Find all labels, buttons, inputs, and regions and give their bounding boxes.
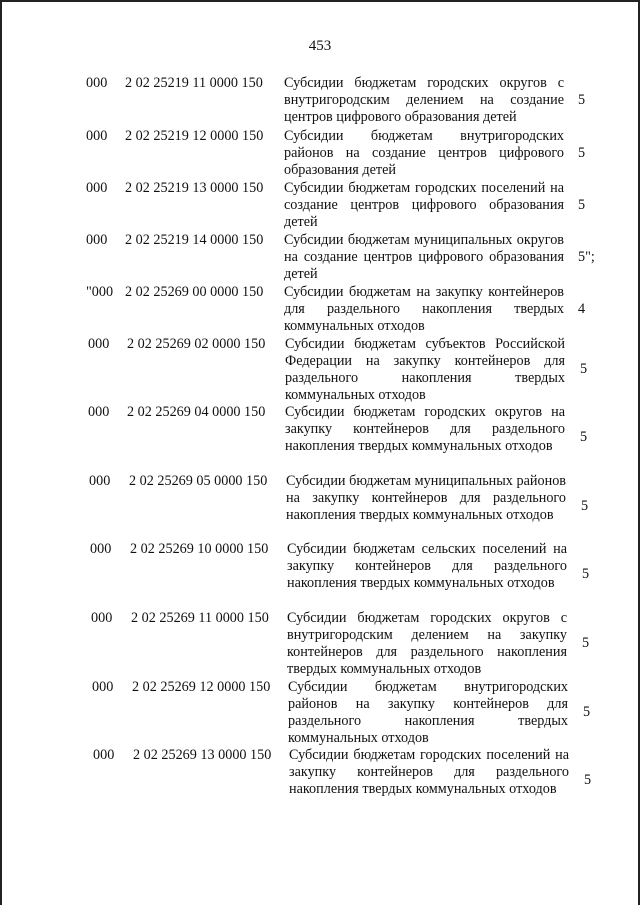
budget-classification-code: 2 02 25219 11 0000 150 [125,75,263,91]
income-description: Субсидии бюджетам внутригородских районов на закупку контейнеров для раздельного накопления твердых коммунальных отходов [288,679,568,746]
admin-code: 000 [92,679,114,695]
budget-classification-code: 2 02 25269 04 0000 150 [127,404,266,420]
income-description: Субсидии бюджетам внутригородских районов на создание центров цифрового образования детей [284,128,564,178]
income-description: Субсидии бюджетам городских округов на закупку контейнеров для раздельного накопления твердых коммунальных отходов [285,404,565,454]
budget-classification-code: 2 02 25269 13 0000 150 [133,747,272,763]
norm-value: 5"; [578,249,595,265]
page-border-top [0,0,640,2]
norm-value: 5 [583,704,591,720]
budget-classification-code: 2 02 25269 10 0000 150 [130,541,269,557]
admin-code: 000 [86,75,108,91]
norm-value: 4 [578,301,586,317]
budget-classification-code: 2 02 25269 02 0000 150 [127,336,266,352]
income-description: Субсидии бюджетам муниципальных районов на закупку контейнеров для раздельного накопления твердых коммунальных отходов [286,473,566,523]
admin-code: "000 [86,284,114,300]
income-description: Субсидии бюджетам муниципальных округов на создание центров цифрового образования детей [284,232,564,282]
budget-classification-code: 2 02 25269 11 0000 150 [131,610,269,626]
income-description: Субсидии бюджетам субъектов Российской Федерации на закупку контейнеров для раздельного накопления твердых коммунальных отходов [285,336,565,403]
admin-code: 000 [86,180,108,196]
budget-classification-code: 2 02 25269 12 0000 150 [132,679,271,695]
norm-value: 5 [578,145,586,161]
income-description: Субсидии бюджетам городских округов с внутригородским делением на создание центров цифрового образования детей [284,75,564,125]
norm-value: 5 [582,566,590,582]
budget-classification-code: 2 02 25269 05 0000 150 [129,473,268,489]
income-description: Субсидии бюджетам городских поселений на закупку контейнеров для раздельного накопления твердых коммунальных отходов [289,747,569,797]
income-description: Субсидии бюджетам городских округов с внутригородским делением на закупку контейнеров для раздельного накопления твердых коммунальных отходов [287,610,567,677]
admin-code: 000 [88,336,110,352]
norm-value: 5 [581,498,589,514]
admin-code: 000 [89,473,111,489]
admin-code: 000 [90,541,112,557]
admin-code: 000 [93,747,115,763]
page-number: 453 [308,38,332,54]
admin-code: 000 [86,232,108,248]
income-description: Субсидии бюджетам городских поселений на создание центров цифрового образования детей [284,180,564,230]
budget-classification-code: 2 02 25219 13 0000 150 [125,180,264,196]
income-description: Субсидии бюджетам на закупку контейнеров для раздельного накопления твердых коммунальных отходов [284,284,564,334]
budget-classification-code: 2 02 25219 14 0000 150 [125,232,264,248]
budget-classification-code: 2 02 25269 00 0000 150 [125,284,264,300]
norm-value: 5 [580,429,588,445]
norm-value: 5 [580,361,588,377]
page-border-left [0,0,2,905]
norm-value: 5 [578,92,586,108]
norm-value: 5 [582,635,590,651]
budget-classification-code: 2 02 25219 12 0000 150 [125,128,264,144]
income-description: Субсидии бюджетам сельских поселений на закупку контейнеров для раздельного накопления твердых коммунальных отходов [287,541,567,591]
admin-code: 000 [88,404,110,420]
norm-value: 5 [578,197,586,213]
admin-code: 000 [86,128,108,144]
norm-value: 5 [584,772,592,788]
admin-code: 000 [91,610,113,626]
